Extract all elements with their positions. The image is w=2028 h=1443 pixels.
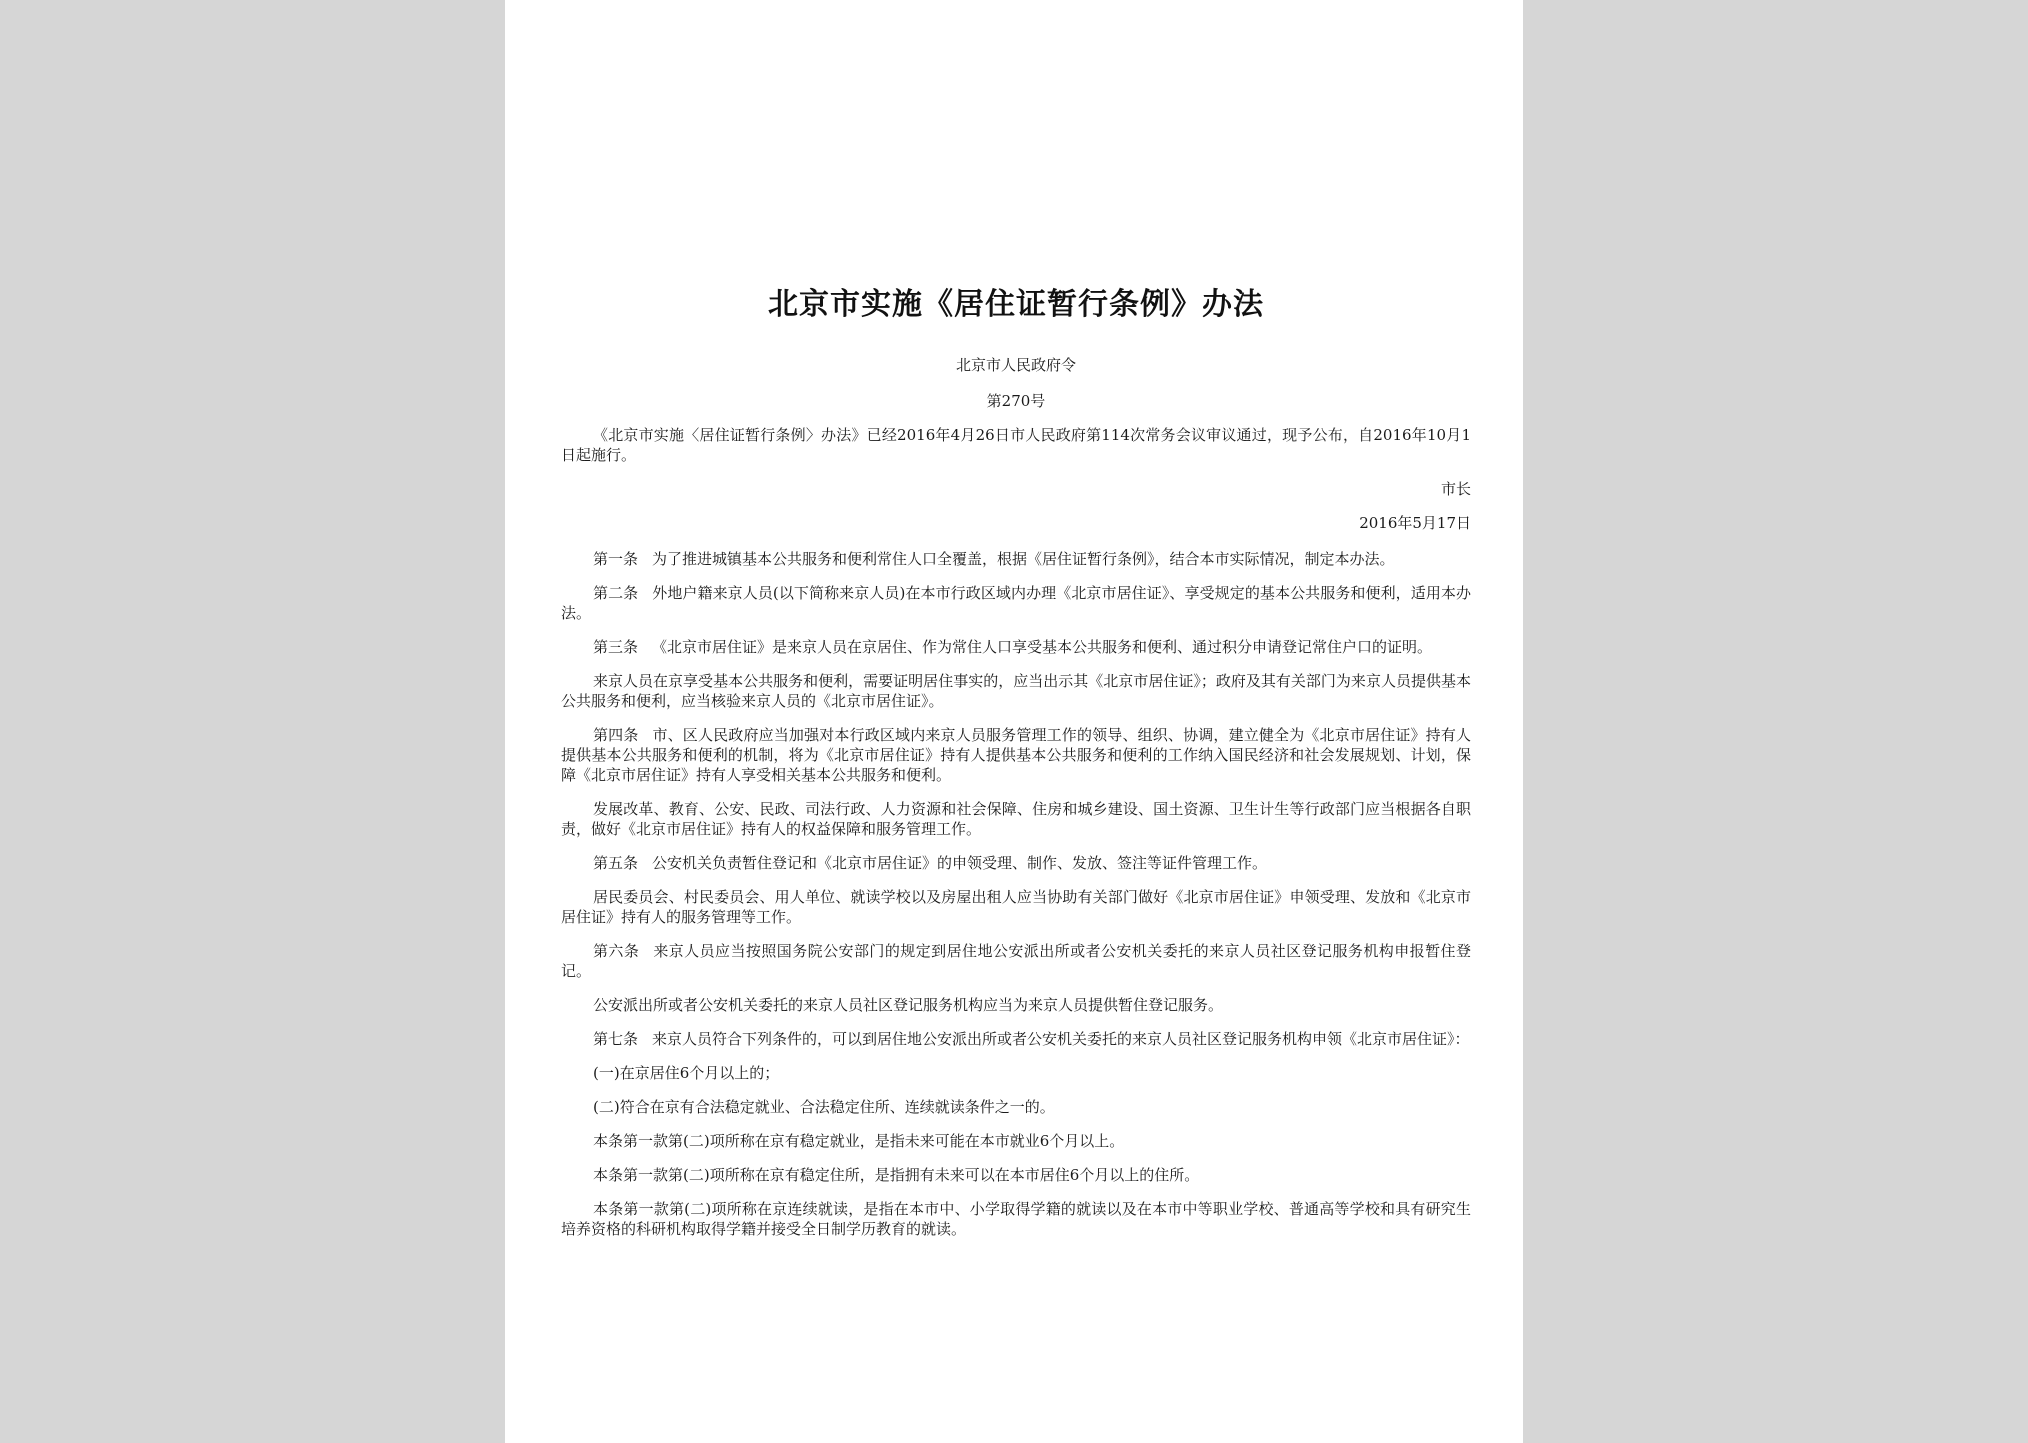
paragraph [561, 799, 1471, 839]
article-paragraph [561, 1029, 1471, 1049]
paragraph-text: (二)符合在京有合法稳定就业、合法稳定住所、连续就读条件之一的。 [593, 1098, 1055, 1116]
article-paragraph [561, 637, 1471, 657]
article-paragraph [561, 583, 1471, 623]
paragraph-text: 本条第一款第(二)项所称在京有稳定就业，是指未来可能在本市就业6个月以上。 [593, 1132, 1125, 1150]
issuer-line: 北京市人民政府令 [955, 356, 1076, 374]
paragraph-text: 来京人员应当按照国务院公安部门的规定到居住地公安派出所或者公安机关委托的来京人员社区登记服务机构申报暂住登记。 [561, 942, 1471, 980]
paragraph [561, 1097, 1471, 1117]
paragraph [561, 887, 1471, 927]
paragraph-text: 居民委员会、村民委员会、用人单位、就读学校以及房屋出租人应当协助有关部门做好《北京市居住证》申领受理、发放和《北京市居住证》持有人的服务管理等工作。 [561, 888, 1471, 926]
article-paragraph [561, 725, 1471, 785]
paragraph [561, 995, 1471, 1015]
paragraph-text: 外地户籍来京人员(以下简称来京人员)在本市行政区域内办理《北京市居住证》、享受规定的基本公共服务和便利，适用本办法。 [561, 584, 1471, 622]
issue-date: 2016年5月17日 [1359, 514, 1471, 532]
intro-paragraph: 《北京市实施〈居住证暂行条例〉办法》已经2016年4月26日市人民政府第114次常务会议审议通过，现予公布，自2016年10月1日起施行。 [561, 426, 1471, 464]
article-number: 第七条 [593, 1030, 639, 1048]
article-number: 第三条 [593, 638, 639, 656]
paragraph-text: (一)在京居住6个月以上的； [593, 1064, 780, 1082]
paragraph-text: 来京人员在京享受基本公共服务和便利，需要证明居住事实的，应当出示其《北京市居住证》；政府及其有关部门为来京人员提供基本公共服务和便利，应当核验来京人员的《北京市居住证》。 [561, 672, 1471, 710]
article-number: 第四条 [593, 726, 639, 744]
paragraph-text: 公安派出所或者公安机关委托的来京人员社区登记服务机构应当为来京人员提供暂住登记服务。 [593, 996, 1224, 1014]
paragraph-text: 为了推进城镇基本公共服务和便利常住人口全覆盖，根据《居住证暂行条例》，结合本市实际情况，制定本办法。 [652, 550, 1395, 568]
article-number: 第六条 [593, 942, 640, 960]
order-number: 第270号 [986, 392, 1046, 410]
article-number: 第五条 [593, 854, 639, 872]
article-paragraph [561, 549, 1471, 569]
paragraph-text: 本条第一款第(二)项所称在京连续就读，是指在本市中、小学取得学籍的就读以及在本市中等职业学校、普通高等学校和具有研究生培养资格的科研机构取得学籍并接受全日制学历教育的就读。 [561, 1200, 1471, 1238]
paragraph-text: 公安机关负责暂住登记和《北京市居住证》的申领受理、制作、发放、签注等证件管理工作。 [652, 854, 1268, 872]
document-page [505, 0, 1523, 1443]
article-number: 第二条 [593, 584, 639, 602]
paragraph [561, 1199, 1471, 1239]
paragraph-text: 市、区人民政府应当加强对本行政区域内来京人员服务管理工作的领导、组织、协调，建立健全为《北京市居住证》持有人提供基本公共服务和便利的机制，将为《北京市居住证》持有人提供基本公共服务和便利的工作纳入国民经济和社会发展规划、计划，保障《北京市居住证》持有人享受相关基本公共服务和便利。 [561, 726, 1471, 784]
document-content [561, 285, 1471, 1253]
paragraph [561, 671, 1471, 711]
paragraph-text: 《北京市居住证》是来京人员在京居住、作为常住人口享受基本公共服务和便利、通过积分申请登记常住户口的证明。 [652, 638, 1433, 656]
article-number: 第一条 [593, 550, 639, 568]
paragraph [561, 1131, 1471, 1151]
article-paragraph [561, 941, 1471, 981]
paragraph-text: 本条第一款第(二)项所称在京有稳定住所，是指拥有未来可以在本市居住6个月以上的住所。 [593, 1166, 1200, 1184]
paragraph [561, 1165, 1471, 1185]
article-paragraph [561, 853, 1471, 873]
paragraph-text: 来京人员符合下列条件的，可以到居住地公安派出所或者公安机关委托的来京人员社区登记服务机构申领《北京市居住证》： [652, 1030, 1470, 1048]
document-title: 北京市实施《居住证暂行条例》办法 [768, 287, 1264, 322]
paragraph [561, 1063, 1471, 1083]
paragraph-text: 发展改革、教育、公安、民政、司法行政、人力资源和社会保障、住房和城乡建设、国土资源、卫生计生等行政部门应当根据各自职责，做好《北京市居住证》持有人的权益保障和服务管理工作。 [561, 800, 1471, 838]
signer: 市长 [1440, 480, 1471, 498]
